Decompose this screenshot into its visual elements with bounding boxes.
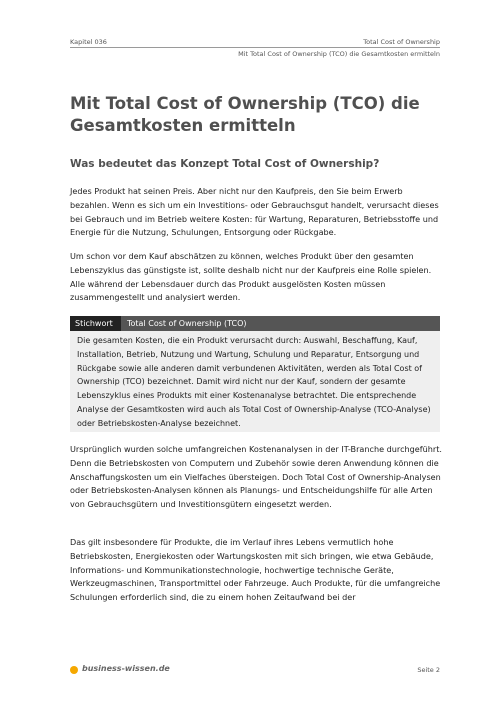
- paragraph-lifecycle: Um schon vor dem Kauf abschätzen zu können, welches Produkt über den gesamten Lebenszyklus das günstigste ist, sollte deshalb nicht nur der Kaufpreis eine Rolle spielen. Alle während der Lebensdauer durch das Produkt ausgelösten Kosten müssen zusammengestellt und analysiert werden.: [70, 251, 432, 303]
- logo-text: business-wissen.de: [82, 664, 170, 673]
- keyword-tag: Stichwort: [70, 316, 121, 331]
- header-divider: [70, 47, 440, 48]
- section-heading: Was bedeutet das Konzept Total Cost of Ownership?: [70, 158, 380, 170]
- page-title: Mit Total Cost of Ownership (TCO) die Gesamtkosten ermitteln: [70, 94, 420, 135]
- header-subtitle: Mit Total Cost of Ownership (TCO) die Gesamtkosten ermitteln: [238, 50, 440, 58]
- paragraph-origin: Ursprünglich wurden solche umfangreichen Kostenanalysen in der IT-Branche durchgeführt. Denn die Betriebskosten von Computern und Zubehör sowie deren Anwendung können die Anschaffungskosten um ein Vielfaches übersteigen. Doch Total Cost of Ownership-Analysen oder Betriebskosten-Analysen können als Planungs- und Entscheidungshilfe für alle Arten von Gebrauchsgütern und Investitionsgütern eingesetzt werden.: [70, 444, 442, 510]
- keyword-box-header: [70, 316, 440, 331]
- keyword-box-body: [70, 331, 440, 432]
- logo-dot-icon: [70, 666, 78, 674]
- header-chapter: Kapitel 036: [70, 38, 107, 46]
- page-number: Seite 2: [417, 666, 440, 674]
- paragraph-applications: Das gilt insbesondere für Produkte, die im Verlauf ihres Lebens vermutlich hohe Betriebskosten, Energiekosten oder Wartungskosten mit sich bringen, wie etwa Gebäude, Informations- und Kommunikationstechnologie, hochwertige technische Geräte, Werkzeugmaschinen, Transportmittel oder Fahrzeuge. Auch Produkte, für die umfangreiche Schulungen erforderlich sind, die zu einem hohen Zeitaufwand bei der: [70, 537, 441, 603]
- keyword-term: Total Cost of Ownership (TCO): [127, 319, 247, 328]
- keyword-definition: Die gesamten Kosten, die ein Produkt verursacht durch: Auswahl, Beschaffung, Kauf, Installation, Betrieb, Nutzung und Wartung, Schulung und Reparatur, Entsorgung und Rückgabe sowie alle anderen damit verbundenen Aktivitäten, werden als Total Cost of Ownership (TCO) bezeichnet. Damit wird nicht nur der Kauf, sondern der gesamte Lebenszyklus eines Produkts mit einer Kostenanalyse betrachtet. Die entsprechende Analyse der Gesamtkosten wird auch als Total Cost of Ownership-Analyse (TCO-Analyse) oder Betriebskosten-Analyse bezeichnet.: [77, 336, 431, 428]
- header-topic: Total Cost of Ownership: [363, 38, 440, 46]
- paragraph-intro: Jedes Produkt hat seinen Preis. Aber nicht nur den Kaufpreis, den Sie beim Erwerb bezahlen. Wenn es sich um ein Investitions- oder Gebrauchsgut handelt, verursacht dieses bei Gebrauch und im Betrieb weitere Kosten: für Wartung, Reparaturen, Betriebsstoffe und Energie für die Nutzung, Schulungen, Entsorgung oder Rückgabe.: [70, 186, 439, 238]
